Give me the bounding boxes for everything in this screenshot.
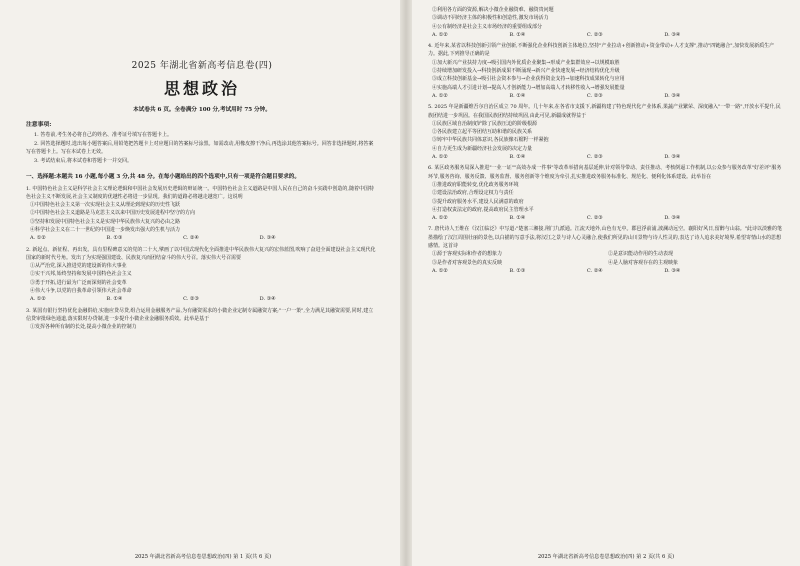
question-stem: 6. 某区政务服务局深入推进"一业一证""高效办成一件事"等改革举措向基层延伸,针对领导带动、责任推动、考核倒逼工作机制,以公众参与服务改革"好差评"服务环节,服务咨询、服务反馈、服务监督、服务创新等个维度为牵引,扎实推进政务服务标准化、规范化、便利化体系建设。此举旨在 <box>428 165 782 180</box>
exam-subject: 思想政治 <box>163 79 240 98</box>
answer-choice: A. ①② <box>432 92 448 99</box>
answer-choice: D. ③④ <box>664 31 681 38</box>
answer-choice: D. ③④ <box>664 267 681 274</box>
answer-choice: D. ③④ <box>664 215 681 222</box>
question-option: ②各民族建立起平等团结互助和谐的民族关系 <box>432 129 533 136</box>
question-option: ②是意识能动作用的生动表现 <box>608 251 674 258</box>
question-option: ③勇于开拓,进行最为广泛而深刻的社会变革 <box>30 279 127 286</box>
question-option: ③坚持和发展中国特色社会主义是实现中华民族伟大复兴的必由之路 <box>30 218 181 225</box>
answer-choice: B. ①④ <box>106 296 123 303</box>
page-footer-left: 2025 年湖北省新高考信息卷思想政治(四) 第 1 页(共 6 页) <box>134 554 272 560</box>
question-option: ①源于客观实际和作者的想象力 <box>432 251 503 258</box>
answer-choice: A. ①② <box>30 296 46 303</box>
answer-choices <box>428 153 784 161</box>
exam-info: 本试卷共 6 页。全卷满分 100 分,考试用时 75 分钟。 <box>133 107 271 113</box>
question-stem: 1. 中国特色社会主义是科学社会主义理论逻辑和中国社会发展历史逻辑的辩证统一。中国特色社会主义道路是中国人民在自己的奋斗实践中创造的,随着中国特色社会主义不断发展,社会主义制度的优越性必将进一步显现。我们的道路必将越走越宽广。这说明 <box>26 185 374 200</box>
question-option: ①从严治党,深入推进党的建设新的伟大事业 <box>30 263 127 270</box>
q7-options <box>428 250 784 267</box>
questions-left <box>26 185 378 332</box>
answer-choice: D. ③④ <box>664 154 681 161</box>
question <box>428 42 784 100</box>
question-option: ②持续增加研发投入→科技创新成果不断涌现→新兴产业快速发展→经济结构优化升级 <box>432 68 620 75</box>
question-option: ③铸牢中华民族共同体意识,各民族像石榴籽一样紧抱 <box>432 137 549 144</box>
question <box>428 6 784 39</box>
answer-choice: A. ①② <box>432 267 448 274</box>
q7-choices <box>428 267 784 275</box>
question-option: ④公有制经济是社会主义市场经济的重要组成部分 <box>432 23 543 30</box>
answer-choice: D. ③④ <box>664 92 681 99</box>
question-option-row <box>428 250 784 258</box>
question-option: ①发挥各种所有制的长处,提高小微企业的控制力 <box>30 324 137 331</box>
answer-choice: B. ①③ <box>106 235 123 242</box>
answer-choice: B. ①④ <box>509 154 526 161</box>
exam-page-2 <box>412 0 800 566</box>
question-option: ②利用各方面的资源,解决小微企业融资难、融资贵问题 <box>432 7 554 13</box>
questions-right <box>428 6 784 250</box>
answer-choice: C. ②③ <box>586 31 603 38</box>
answer-choice: D. ③④ <box>259 296 276 303</box>
notes-list <box>26 131 378 165</box>
question-option: ④实施高端人才引进计划→提高人才创新能力→增加高端人才转移性收入→增强发展能量 <box>432 84 625 91</box>
answer-choice: D. ③④ <box>259 235 276 242</box>
question-option: ④科学社会主义在二十一世纪的中国进一步焕发出强大的生机与活力 <box>30 226 181 233</box>
question-option: ①推进政府职能转变,优化政务服务环境 <box>432 181 519 188</box>
question-option: ②实干兴邦,始终坚持和发展中国特色社会主义 <box>30 271 132 278</box>
question-option: ③成立科技创新基金→吸引社会资本参与→企业获得资金支持→加速科技成果转化与应用 <box>432 76 625 83</box>
answer-choice: C. ②③ <box>586 154 603 161</box>
notes-heading: 注意事项: <box>26 122 52 128</box>
question-option: ①加大新兴产业扶持力度→吸引国内外优质企业聚集→形成产业集群效应→以规模取胜 <box>432 59 620 66</box>
question-option: ③提升政府服务水平,建设人民满意的政府 <box>432 198 524 205</box>
question-option: ②中国特色社会主义道路是马克思主义以来中国历史发展进程中坚守的方向 <box>30 210 196 217</box>
question-option: ②建设法治政府,合理设定权力与责任 <box>432 190 514 197</box>
answer-choice: C. ②③ <box>183 296 199 303</box>
question <box>428 225 784 250</box>
page-gutter <box>400 0 412 566</box>
question-stem: 5. 2025 年是新疆维吾尔自治区成立 70 周年。几十年来,在各省市支援下,新疆构建了特色现代化产业体系,果蔬产业繁荣、深度融入"一带一路",开放水平提升,民族团结进一步巩固。在我国民族团结持续巩固,由此可见,新疆成就得益于 <box>428 104 781 119</box>
question-option: ④打造权责法定的政府,提高政府民主管理水平 <box>432 206 534 213</box>
question-option: ③是作者对客观景色的真实反映 <box>432 259 503 266</box>
question <box>428 103 784 161</box>
question-option: ①民族区域自治制度铲除了民族压迫的阶级根源 <box>432 120 538 127</box>
answer-choices <box>428 31 784 39</box>
question-stem: 3. 某国有银行坚持优化金融供给,实施应贷尽贷,组合运用金融服务产品,为有融资需求的小微企业定制专属融资方案;"一户一策",全力满足其融资需要,同时,建立信贷审批绿色通道,落实限时办贷制,进一步提升小微企业金融服务质效。此举是基于 <box>26 307 374 322</box>
question <box>26 246 378 304</box>
page-footer-right: 2025 年湖北省新高考信息卷思想政治(四) 第 2 页(共 6 页) <box>537 554 675 560</box>
answer-choices <box>428 214 784 222</box>
answer-choice: A. ①② <box>432 31 448 38</box>
answer-choice: B. ①④ <box>509 31 526 38</box>
answer-choice: C. ②③ <box>586 215 603 222</box>
answer-choice: A. ①② <box>30 235 46 242</box>
answer-choice: C. ②③ <box>586 92 603 99</box>
question <box>428 164 784 222</box>
question-stem: 7. 唐代诗人王维在《汉江临泛》中写道:"楚塞三湘接,荆门九派通。江流天地外,山色有无中。郡邑浮前浦,波澜动远空。襄阳好风日,留醉与山翁。"此诗以淡雅的笔墨描绘了汉江周围壮丽的景色,以白描的写意手法,将汉江之景与诗人心灵融合,使我们所见的山川景物与诗人性灵的,表达了诗人追求美好境界,希望寄情山水的思想感情。这首诗 <box>428 226 783 250</box>
question-option: ①中国特色社会主义第一次实现社会主义从理论到现实的历史性飞跃 <box>30 202 181 209</box>
question-option-row <box>428 259 784 267</box>
answer-choice: A. ①② <box>432 215 448 222</box>
exam-title: 2025 年湖北省新高考信息卷(四) <box>131 61 273 71</box>
question-stem: 4. 近年来,某省以科技创新引领产业创新,不断强化企业科技创新主体地位,坚持"产业拉动+创新推动+资金带动+人才支撑",推动"四链融合",加快发展新质生产力。据此,下列推导正确的是 <box>428 43 775 58</box>
question-option: ④是人脑对客观存在的主观映象 <box>608 259 679 266</box>
answer-choices <box>26 234 378 242</box>
answer-choice: B. ①③ <box>509 267 526 274</box>
answer-choices <box>26 295 378 303</box>
note-item: 3. 考试结束后,将本试卷和答题卡一并交回。 <box>34 157 132 164</box>
section-heading: 一、选择题:本题共 16 小题,每小题 3 分,共 48 分。在每小题给出的四个选项中,只有一项是符合题目要求的。 <box>26 174 300 180</box>
answer-choices <box>428 92 784 100</box>
question-option: ③调动不同经济主体的积极性和创造性,激发市场活力 <box>432 15 549 22</box>
question-stem: 2. 新起点、新征程、再出发。具有里程碑意义的党的二十大,擘画了以中国式现代化全面推进中华民族伟大复兴的宏伟蓝图,吹响了奋进全面建设社会主义现代化国家的新时代号角。发出了为实现强国建设、民族复兴而团结奋斗的伟大号召。落实伟大号召需要 <box>26 246 376 261</box>
answer-choice: A. ①② <box>432 154 448 161</box>
note-item: 1. 答卷前,考生务必将自己的姓名、准考证号填写在答题卡上。 <box>34 132 172 138</box>
question <box>26 185 378 243</box>
question-option: ④自力更生成为新疆经济社会发展的决定力量 <box>432 145 533 152</box>
answer-choice: B. ①④ <box>509 92 526 99</box>
question <box>26 307 378 332</box>
question-option: ④伟大斗争,以党的自我革命引领伟大社会革命 <box>30 288 132 295</box>
note-item: 2. 回答选择题时,选出每小题答案后,用铅笔把答题卡上对应题目的答案标号涂黑。如需改动,用橡皮擦干净后,再选涂其他答案标号。回答非选择题时,将答案写在答题卡上。写在本试卷上无效。 <box>26 140 374 155</box>
answer-choice: C. ②④ <box>586 267 603 274</box>
answer-choice: B. ①④ <box>509 215 526 222</box>
answer-choice: C. ②④ <box>183 235 199 242</box>
